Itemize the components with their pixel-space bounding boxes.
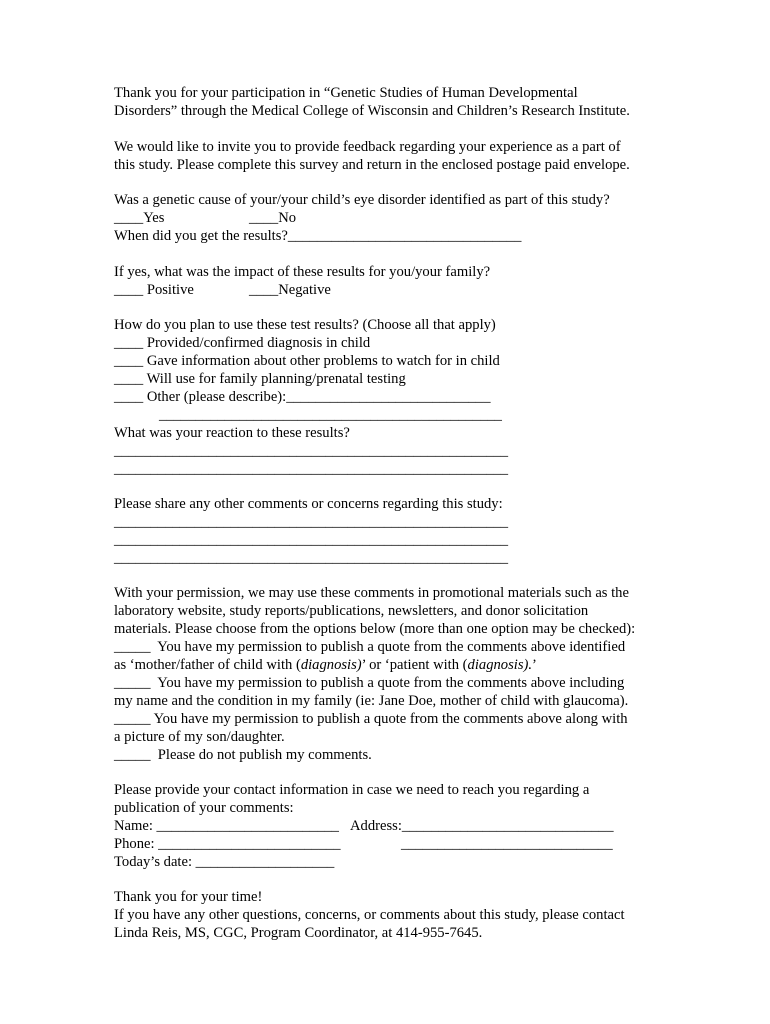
contact-date-field[interactable]: Today’s date: ___________________	[114, 854, 335, 870]
q2-question: If yes, what was the impact of these results for you/your family?	[114, 264, 491, 280]
q1-yes-option[interactable]: ____Yes	[114, 210, 165, 226]
invite-line-2: this study. Please complete this survey and return in the enclosed postage paid envelope.	[114, 157, 630, 173]
permission-line-1: With your permission, we may use these comments in promotional materials such as the	[114, 585, 629, 601]
q5-question: Please share any other comments or concerns regarding this study:	[114, 496, 503, 512]
contact-address-line-2[interactable]: _____________________________	[401, 836, 613, 852]
permission-option-name-cont: my name and the condition in my family (ie: Jane Doe, mother of child with glaucoma).	[114, 693, 629, 709]
q2-negative-option[interactable]: ____Negative	[249, 282, 331, 298]
permission-option-identified-cont	[114, 656, 537, 674]
permission-option-name[interactable]: _____ You have my permission to publish a quote from the comments above including	[114, 675, 625, 691]
q1-when-field[interactable]: When did you get the results?________________________________	[114, 228, 522, 244]
q3-option-other-problems[interactable]: ____ Gave information about other problems to watch for in child	[114, 353, 500, 369]
contact-line-2: publication of your comments:	[114, 800, 294, 816]
permission-option-identified-pre: as ‘mother/father of child with (	[114, 657, 301, 673]
permission-option-picture-cont: a picture of my son/daughter.	[114, 729, 285, 745]
q3-other-continuation-line[interactable]: _______________________________________________	[159, 407, 502, 423]
q5-answer-line-2[interactable]: ______________________________________________________	[114, 532, 509, 548]
q5-answer-line-1[interactable]: ______________________________________________________	[114, 514, 509, 530]
q1-no-option[interactable]: ____No	[249, 210, 297, 226]
permission-line-3: materials. Please choose from the options below (more than one option may be checked):	[114, 621, 636, 637]
contact-phone-field[interactable]: Phone: _________________________	[114, 836, 341, 852]
contact-line-1: Please provide your contact information in case we need to reach you regarding a	[114, 782, 590, 798]
permission-option-picture[interactable]: _____ You have my permission to publish a quote from the comments above along with	[114, 711, 628, 727]
intro-line-1: Thank you for your participation in “Genetic Studies of Human Developmental	[114, 85, 578, 101]
q3-question: How do you plan to use these test results? (Choose all that apply)	[114, 317, 496, 333]
permission-option-identified-end: ’	[532, 657, 537, 673]
permission-option-identified[interactable]: _____ You have my permission to publish a quote from the comments above identified	[114, 639, 626, 655]
q2-positive-option[interactable]: ____ Positive	[114, 282, 194, 298]
diagnosis-label-1: diagnosis)	[300, 657, 362, 673]
closing-line-1: If you have any other questions, concerns, or comments about this study, please contact	[114, 907, 625, 923]
q3-option-family-planning[interactable]: ____ Will use for family planning/prenatal testing	[114, 371, 406, 387]
closing-thanks: Thank you for your time!	[114, 889, 263, 905]
q4-answer-line-2[interactable]: ______________________________________________________	[114, 461, 509, 477]
permission-option-do-not-publish[interactable]: _____ Please do not publish my comments.	[114, 747, 372, 763]
q5-answer-line-3[interactable]: ______________________________________________________	[114, 550, 509, 566]
permission-option-identified-mid: ’ or ‘patient with (	[361, 657, 468, 673]
intro-line-2: Disorders” through the Medical College of Wisconsin and Children’s Research Institute.	[114, 103, 630, 119]
invite-line-1: We would like to invite you to provide feedback regarding your experience as a part of	[114, 139, 621, 155]
contact-name-field[interactable]: Name: _________________________	[114, 818, 339, 834]
q4-answer-line-1[interactable]: ______________________________________________________	[114, 443, 509, 459]
q4-question: What was your reaction to these results?	[114, 425, 350, 441]
q3-option-diagnosis[interactable]: ____ Provided/confirmed diagnosis in child	[114, 335, 371, 351]
contact-address-field[interactable]: Address:_____________________________	[350, 818, 614, 834]
diagnosis-label-2: diagnosis).	[467, 657, 533, 673]
closing-line-2: Linda Reis, MS, CGC, Program Coordinator, at 414-955-7645.	[114, 925, 483, 941]
q1-question: Was a genetic cause of your/your child’s eye disorder identified as part of this study?	[114, 192, 610, 208]
permission-line-2: laboratory website, study reports/publications, newsletters, and donor solicitation	[114, 603, 589, 619]
q3-option-other[interactable]: ____ Other (please describe):____________________________	[114, 389, 491, 405]
